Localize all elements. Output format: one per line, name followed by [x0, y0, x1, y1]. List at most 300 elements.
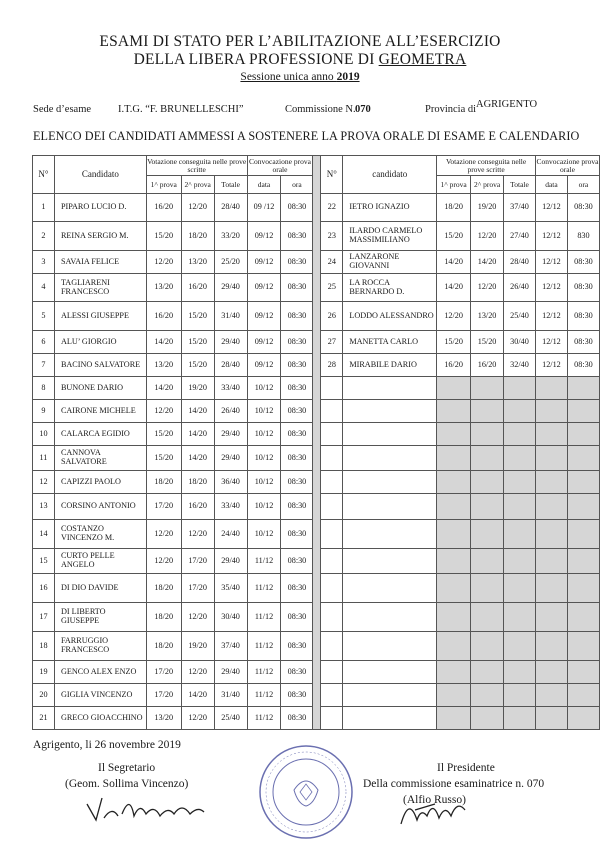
- score-prova2: 17/20: [181, 549, 214, 574]
- empty-cell: [343, 684, 437, 707]
- empty-cell: [321, 603, 343, 632]
- score-prova1: 13/20: [146, 354, 181, 377]
- empty-cell: [321, 423, 343, 446]
- candidate-name: LANZARONE GIOVANNI: [343, 251, 437, 274]
- session-label: Sessione unica anno: [240, 71, 337, 83]
- empty-shaded-cell: [471, 377, 504, 400]
- empty-shaded-cell: [504, 520, 536, 549]
- empty-shaded-cell: [535, 707, 567, 730]
- empty-shaded-cell: [437, 446, 471, 471]
- score-prova2: 19/20: [471, 194, 504, 222]
- score-total: 32/40: [504, 354, 536, 377]
- empty-shaded-cell: [535, 520, 567, 549]
- score-prova1: 15/20: [146, 423, 181, 446]
- exam-time: 08:30: [281, 684, 313, 707]
- empty-shaded-cell: [535, 684, 567, 707]
- exam-time: 08:30: [281, 494, 313, 520]
- exam-date: 10/12: [247, 494, 281, 520]
- empty-cell: [343, 549, 437, 574]
- exam-date: 09/12: [247, 354, 281, 377]
- commissione-label: Commissione N.: [285, 104, 356, 115]
- candidate-name: TAGLIARENI FRANCESCO: [54, 274, 146, 302]
- exam-date: 09/12: [247, 274, 281, 302]
- score-prova1: 18/20: [146, 471, 181, 494]
- exam-time: 830: [567, 222, 599, 251]
- empty-shaded-cell: [437, 400, 471, 423]
- candidate-name: CALARCA EGIDIO: [54, 423, 146, 446]
- empty-shaded-cell: [471, 549, 504, 574]
- score-prova2: 18/20: [181, 222, 214, 251]
- candidate-name: GIGLIA VINCENZO: [54, 684, 146, 707]
- score-prova1: 12/20: [146, 520, 181, 549]
- title-line-2: [0, 51, 600, 69]
- candidate-name: COSTANZO VINCENZO M.: [54, 520, 146, 549]
- score-prova1: 18/20: [146, 603, 181, 632]
- score-prova2: 14/20: [181, 684, 214, 707]
- exam-time: 08:30: [281, 471, 313, 494]
- candidate-name: MIRABILE DARIO: [343, 354, 437, 377]
- exam-date: 11/12: [247, 632, 281, 661]
- empty-cell: [321, 446, 343, 471]
- presidente-title: Il Presidente: [437, 762, 495, 774]
- exam-date: 10/12: [247, 400, 281, 423]
- exam-time: 08:30: [281, 400, 313, 423]
- empty-shaded-cell: [567, 707, 599, 730]
- empty-shaded-cell: [504, 707, 536, 730]
- empty-cell: [321, 632, 343, 661]
- score-total: 28/40: [214, 354, 247, 377]
- empty-shaded-cell: [504, 574, 536, 603]
- empty-cell: [321, 549, 343, 574]
- score-prova1: 12/20: [146, 251, 181, 274]
- candidate-name: GRECO GIOACCHINO: [54, 707, 146, 730]
- exam-date: 12/12: [535, 302, 567, 331]
- empty-cell: [343, 446, 437, 471]
- score-total: 24/40: [214, 520, 247, 549]
- score-prova1: 18/20: [437, 194, 471, 222]
- exam-time: 08:30: [567, 274, 599, 302]
- score-prova2: 15/20: [181, 354, 214, 377]
- empty-shaded-cell: [471, 471, 504, 494]
- empty-shaded-cell: [535, 661, 567, 684]
- elenco-heading: ELENCO DEI CANDIDATI AMMESSI A SOSTENERE LA PROVA ORALE DI ESAME E CALENDARIO: [33, 129, 580, 143]
- title-profession: GEOMETRA: [378, 51, 467, 68]
- score-prova2: 12/20: [181, 194, 214, 222]
- presidente-role: Della commissione esaminatrice n. 070: [363, 778, 545, 790]
- exam-date: 12/12: [535, 354, 567, 377]
- candidate-name: REINA SERGIO M.: [54, 222, 146, 251]
- score-total: 29/40: [214, 331, 247, 354]
- title-line-2-prefix: DELLA LIBERA PROFESSIONE DI: [133, 51, 379, 68]
- empty-shaded-cell: [504, 684, 536, 707]
- empty-shaded-cell: [437, 549, 471, 574]
- empty-cell: [343, 574, 437, 603]
- empty-cell: [343, 707, 437, 730]
- score-total: 29/40: [214, 446, 247, 471]
- candidate-name: BUNONE DARIO: [54, 377, 146, 400]
- empty-shaded-cell: [535, 471, 567, 494]
- exam-date: 10/12: [247, 520, 281, 549]
- candidates-table-body: [33, 156, 600, 730]
- empty-shaded-cell: [504, 549, 536, 574]
- candidate-name: ILARDO CARMELO MASSIMILIANO: [343, 222, 437, 251]
- candidate-name: FARRUGGIO FRANCESCO: [54, 632, 146, 661]
- empty-shaded-cell: [504, 603, 536, 632]
- score-prova2: 15/20: [181, 331, 214, 354]
- exam-time: 08:30: [281, 423, 313, 446]
- title-line-1: ESAMI DI STATO PER L’ABILITAZIONE ALL’ESERCIZIO: [99, 33, 501, 50]
- empty-cell: [321, 400, 343, 423]
- empty-shaded-cell: [437, 494, 471, 520]
- empty-shaded-cell: [471, 661, 504, 684]
- exam-date: 11/12: [247, 684, 281, 707]
- score-total: 25/40: [504, 302, 536, 331]
- footer-date: Agrigento, li 26 novembre 2019: [33, 739, 181, 751]
- empty-shaded-cell: [471, 574, 504, 603]
- row-number: 18: [33, 632, 55, 661]
- empty-shaded-cell: [471, 494, 504, 520]
- score-prova1: 15/20: [146, 222, 181, 251]
- score-prova1: 17/20: [146, 494, 181, 520]
- empty-shaded-cell: [437, 423, 471, 446]
- score-prova1: 14/20: [437, 274, 471, 302]
- score-prova1: 12/20: [146, 549, 181, 574]
- empty-cell: [343, 400, 437, 423]
- score-prova2: 13/20: [471, 302, 504, 331]
- score-prova1: 14/20: [146, 331, 181, 354]
- row-number: 6: [33, 331, 55, 354]
- score-prova1: 12/20: [437, 302, 471, 331]
- header-data: data: [247, 176, 281, 194]
- row-number: 10: [33, 423, 55, 446]
- presidente-name: (Alfio Russo): [403, 794, 466, 806]
- score-total: 31/40: [214, 684, 247, 707]
- exam-date: 09/12: [247, 331, 281, 354]
- exam-date: 09/12: [247, 222, 281, 251]
- empty-cell: [321, 707, 343, 730]
- empty-shaded-cell: [504, 632, 536, 661]
- header-prova1-right: 1^ prova: [437, 176, 471, 194]
- empty-shaded-cell: [437, 684, 471, 707]
- row-number: 13: [33, 494, 55, 520]
- header-candidato-right: candidato: [343, 156, 437, 194]
- score-prova2: 12/20: [471, 222, 504, 251]
- score-prova2: 16/20: [181, 274, 214, 302]
- empty-shaded-cell: [437, 707, 471, 730]
- score-prova2: 16/20: [471, 354, 504, 377]
- exam-time: 08:30: [567, 331, 599, 354]
- official-stamp-seal: [256, 742, 356, 842]
- candidate-name: CAIRONE MICHELE: [54, 400, 146, 423]
- score-total: 28/40: [504, 251, 536, 274]
- score-total: 36/40: [214, 471, 247, 494]
- empty-shaded-cell: [504, 661, 536, 684]
- header-num-right: N°: [321, 156, 343, 194]
- score-total: 25/40: [214, 707, 247, 730]
- score-prova2: 15/20: [471, 331, 504, 354]
- score-total: 33/40: [214, 377, 247, 400]
- candidate-name: GENCO ALEX ENZO: [54, 661, 146, 684]
- row-number: 15: [33, 549, 55, 574]
- candidate-name: CURTO PELLE ANGELO: [54, 549, 146, 574]
- empty-shaded-cell: [437, 632, 471, 661]
- candidate-name: PIPARO LUCIO D.: [54, 194, 146, 222]
- empty-cell: [321, 684, 343, 707]
- candidate-name: CAPIZZI PAOLO: [54, 471, 146, 494]
- candidate-name: CORSINO ANTONIO: [54, 494, 146, 520]
- candidate-name: ALU’ GIORGIO: [54, 331, 146, 354]
- empty-shaded-cell: [535, 603, 567, 632]
- candidate-name: LA ROCCA BERNARDO D.: [343, 274, 437, 302]
- candidate-name: BACINO SALVATORE: [54, 354, 146, 377]
- score-prova2: 19/20: [181, 377, 214, 400]
- exam-time: 08:30: [281, 354, 313, 377]
- header-votazione-right: Votazione conseguita nelle prove scritte: [437, 156, 536, 176]
- score-prova1: 12/20: [146, 400, 181, 423]
- session-year: 2019: [336, 71, 360, 83]
- score-prova2: 14/20: [181, 423, 214, 446]
- score-prova1: 15/20: [437, 331, 471, 354]
- score-total: 29/40: [214, 423, 247, 446]
- score-total: 31/40: [214, 302, 247, 331]
- exam-date: 10/12: [247, 446, 281, 471]
- score-prova1: 16/20: [146, 194, 181, 222]
- score-prova2: 12/20: [181, 707, 214, 730]
- score-prova2: 14/20: [471, 251, 504, 274]
- empty-shaded-cell: [471, 446, 504, 471]
- exam-time: 08:30: [281, 274, 313, 302]
- empty-cell: [321, 471, 343, 494]
- row-number: 21: [33, 707, 55, 730]
- header-prova1: 1^ prova: [146, 176, 181, 194]
- row-number: 11: [33, 446, 55, 471]
- row-number: 28: [321, 354, 343, 377]
- header-prova2-right: 2^ prova: [471, 176, 504, 194]
- row-number: 2: [33, 222, 55, 251]
- score-prova2: 19/20: [181, 632, 214, 661]
- row-number: 4: [33, 274, 55, 302]
- candidate-name: IETRO IGNAZIO: [343, 194, 437, 222]
- empty-shaded-cell: [535, 632, 567, 661]
- header-ora-right: ora: [567, 176, 599, 194]
- commissione-value: 070: [355, 104, 371, 115]
- empty-shaded-cell: [535, 494, 567, 520]
- provincia-value: AGRIGENTO: [476, 99, 538, 110]
- exam-date: 12/12: [535, 274, 567, 302]
- row-number: 1: [33, 194, 55, 222]
- score-prova2: 15/20: [181, 302, 214, 331]
- score-total: 33/20: [214, 222, 247, 251]
- empty-shaded-cell: [471, 632, 504, 661]
- empty-shaded-cell: [437, 377, 471, 400]
- score-total: 33/40: [214, 494, 247, 520]
- row-number: 22: [321, 194, 343, 222]
- empty-shaded-cell: [567, 423, 599, 446]
- score-prova1: 13/20: [146, 274, 181, 302]
- session-line: [0, 71, 600, 83]
- empty-shaded-cell: [437, 520, 471, 549]
- empty-cell: [343, 603, 437, 632]
- score-prova1: 13/20: [146, 707, 181, 730]
- empty-cell: [343, 632, 437, 661]
- empty-shaded-cell: [567, 520, 599, 549]
- header-totale: Totale: [214, 176, 247, 194]
- score-prova2: 17/20: [181, 574, 214, 603]
- candidate-name: ALESSI GIUSEPPE: [54, 302, 146, 331]
- exam-time: 08:30: [281, 632, 313, 661]
- exam-time: 08:30: [567, 354, 599, 377]
- empty-shaded-cell: [471, 603, 504, 632]
- row-number: 26: [321, 302, 343, 331]
- exam-time: 08:30: [281, 446, 313, 471]
- empty-shaded-cell: [535, 574, 567, 603]
- exam-date: 12/12: [535, 251, 567, 274]
- empty-shaded-cell: [567, 471, 599, 494]
- row-number: 7: [33, 354, 55, 377]
- exam-time: 08:30: [281, 377, 313, 400]
- empty-cell: [343, 494, 437, 520]
- row-number: 24: [321, 251, 343, 274]
- exam-time: 08:30: [281, 603, 313, 632]
- exam-date: 11/12: [247, 707, 281, 730]
- score-prova1: 18/20: [146, 632, 181, 661]
- candidate-name: SAVAIA FELICE: [54, 251, 146, 274]
- exam-date: 09/12: [247, 251, 281, 274]
- score-total: 26/40: [504, 274, 536, 302]
- score-total: 26/40: [214, 400, 247, 423]
- exam-date: 12/12: [535, 331, 567, 354]
- exam-time: 08:30: [567, 251, 599, 274]
- score-prova2: 12/20: [181, 520, 214, 549]
- segretario-signature: [82, 792, 212, 826]
- sede-label: Sede d’esame: [33, 104, 92, 115]
- score-prova2: 14/20: [181, 400, 214, 423]
- candidates-table: [32, 155, 600, 730]
- exam-time: 08:30: [281, 222, 313, 251]
- score-total: 35/40: [214, 574, 247, 603]
- exam-date: 11/12: [247, 549, 281, 574]
- header-votazione: Votazione conseguita nelle prove scritte: [147, 156, 247, 174]
- exam-time: 08:30: [281, 331, 313, 354]
- score-prova1: 15/20: [146, 446, 181, 471]
- row-number: 23: [321, 222, 343, 251]
- row-number: 20: [33, 684, 55, 707]
- empty-shaded-cell: [567, 494, 599, 520]
- presidente-signature: [395, 790, 475, 830]
- exam-date: 11/12: [247, 574, 281, 603]
- exam-time: 08:30: [567, 194, 599, 222]
- candidate-name: MANETTA CARLO: [343, 331, 437, 354]
- empty-shaded-cell: [535, 400, 567, 423]
- empty-shaded-cell: [567, 661, 599, 684]
- segretario-name: (Geom. Sollima Vincenzo): [65, 778, 189, 790]
- empty-shaded-cell: [535, 423, 567, 446]
- row-number: 27: [321, 331, 343, 354]
- empty-shaded-cell: [567, 400, 599, 423]
- exam-time: 08:30: [281, 549, 313, 574]
- header-convocazione-right: Convocazione prova orale: [536, 156, 599, 174]
- empty-shaded-cell: [504, 423, 536, 446]
- sede-value: I.T.G. “F. BRUNELLESCHI”: [118, 104, 244, 115]
- row-number: 25: [321, 274, 343, 302]
- exam-time: 08:30: [281, 302, 313, 331]
- row-number: 14: [33, 520, 55, 549]
- score-prova2: 13/20: [181, 251, 214, 274]
- exam-time: 08:30: [281, 707, 313, 730]
- empty-shaded-cell: [567, 446, 599, 471]
- score-prova1: 18/20: [146, 574, 181, 603]
- exam-date: 12/12: [535, 222, 567, 251]
- empty-cell: [343, 520, 437, 549]
- header-prova2: 2^ prova: [181, 176, 214, 194]
- empty-cell: [343, 471, 437, 494]
- score-prova2: 12/20: [181, 661, 214, 684]
- exam-time: 08:30: [281, 574, 313, 603]
- candidate-name: CANNOVA SALVATORE: [54, 446, 146, 471]
- empty-shaded-cell: [437, 603, 471, 632]
- score-total: 29/40: [214, 661, 247, 684]
- row-number: 16: [33, 574, 55, 603]
- score-prova1: 16/20: [146, 302, 181, 331]
- empty-shaded-cell: [535, 446, 567, 471]
- empty-cell: [321, 377, 343, 400]
- score-prova2: 16/20: [181, 494, 214, 520]
- empty-cell: [321, 574, 343, 603]
- empty-shaded-cell: [471, 707, 504, 730]
- header-data-right: data: [535, 176, 567, 194]
- score-total: 37/40: [214, 632, 247, 661]
- row-number: 17: [33, 603, 55, 632]
- exam-time: 08:30: [567, 302, 599, 331]
- score-total: 30/40: [214, 603, 247, 632]
- header-ora: ora: [281, 176, 313, 194]
- empty-cell: [321, 520, 343, 549]
- score-prova2: 18/20: [181, 471, 214, 494]
- score-total: 37/40: [504, 194, 536, 222]
- empty-shaded-cell: [567, 574, 599, 603]
- score-total: 29/40: [214, 274, 247, 302]
- row-number: 3: [33, 251, 55, 274]
- empty-cell: [343, 423, 437, 446]
- row-number: 19: [33, 661, 55, 684]
- empty-shaded-cell: [504, 471, 536, 494]
- score-prova2: 12/20: [471, 274, 504, 302]
- header-totale-right: Totale: [504, 176, 536, 194]
- row-number: 12: [33, 471, 55, 494]
- center-divider: [313, 156, 321, 730]
- empty-shaded-cell: [567, 603, 599, 632]
- empty-shaded-cell: [437, 574, 471, 603]
- score-total: 27/40: [504, 222, 536, 251]
- empty-cell: [343, 377, 437, 400]
- empty-shaded-cell: [535, 377, 567, 400]
- row-number: 5: [33, 302, 55, 331]
- empty-shaded-cell: [471, 423, 504, 446]
- row-number: 9: [33, 400, 55, 423]
- empty-shaded-cell: [504, 400, 536, 423]
- empty-shaded-cell: [471, 520, 504, 549]
- empty-shaded-cell: [471, 400, 504, 423]
- exam-time: 08:30: [281, 661, 313, 684]
- empty-shaded-cell: [567, 377, 599, 400]
- header-num: N°: [33, 156, 55, 194]
- exam-time: 08:30: [281, 194, 313, 222]
- header-row-1: [33, 156, 600, 176]
- exam-time: 08:30: [281, 251, 313, 274]
- score-prova1: 14/20: [146, 377, 181, 400]
- exam-date: 09/12: [247, 302, 281, 331]
- empty-shaded-cell: [567, 632, 599, 661]
